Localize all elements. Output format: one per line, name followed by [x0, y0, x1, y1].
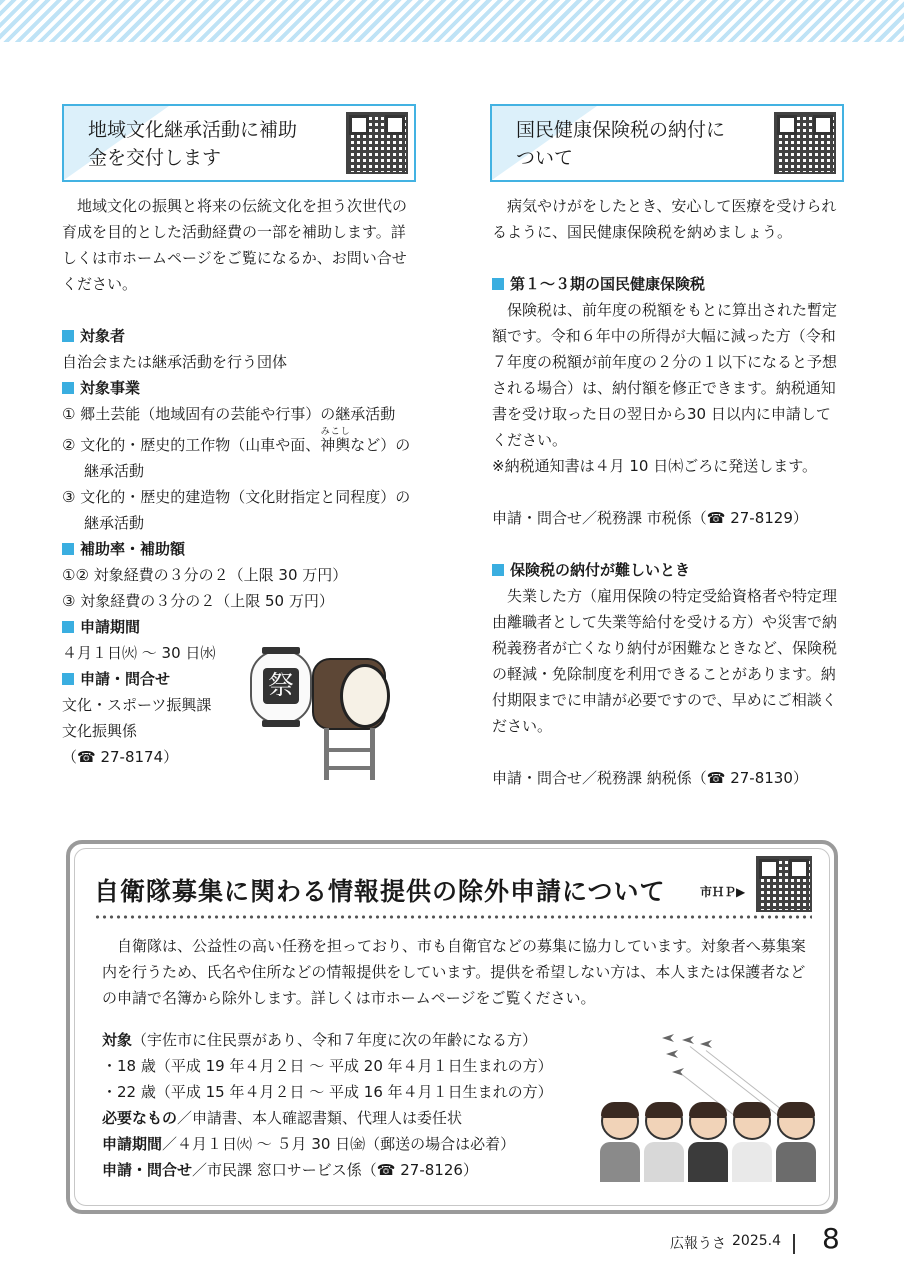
publication-name: 広報うさ — [670, 1236, 726, 1252]
insurance-body — [492, 193, 844, 791]
project-heading: 対象事業 — [62, 375, 414, 401]
drum-stand — [324, 728, 329, 780]
issue-date: 2025.4 — [732, 1233, 781, 1249]
project-item-3: ③ 文化的・歴史的建造物（文化財指定と同程度）の継承活動 — [62, 488, 411, 532]
contact-dept: 文化・スポーツ振興課 — [62, 696, 212, 714]
rate-heading: 補助率・補助額 — [62, 536, 414, 562]
taiko-drum-illustration — [312, 658, 386, 730]
tax-contact-1: 申請・問合せ／税務課 市税係（☎ 27-8129） — [492, 509, 808, 527]
square-bullet-icon — [62, 330, 74, 342]
qr-code-icon[interactable] — [346, 112, 408, 174]
people-illustration — [600, 1092, 820, 1182]
period-tax-text: 保険税は、前年度の税額をもとに算出された暫定額です。令和６年中の所得が大幅に減った方（令和７年度の税額が前年度の２分の１以下になると予想される場合）は、納付額を修正できます。納税通知書を受け取った日の翌日から30 日以内に申請してください。 — [492, 301, 838, 449]
section-title-culture: 地域文化継承活動に補助 金を交付します — [88, 119, 298, 169]
period-heading: 申請期間 — [62, 614, 414, 640]
dotted-divider — [94, 914, 812, 920]
insurance-intro: 病気やけがをしたとき、安心して医療を受けられるように、国民健康保険税を納めましょう。 — [492, 197, 837, 241]
period-tax-note: ※納税通知書は４月 10 日㈭ごろに発送します。 — [492, 457, 817, 475]
square-bullet-icon — [62, 382, 74, 394]
lantern-char: 祭 — [263, 668, 299, 704]
section-header-insurance — [490, 104, 844, 182]
qr-code-icon[interactable] — [774, 112, 836, 174]
notice-age-22: ・22 歳（平成 15 年４月２日 ～ 平成 16 年４月１日生まれの方） — [102, 1083, 553, 1101]
contact-heading: 申請・問合せ — [62, 666, 414, 692]
notice-age-18: ・18 歳（平成 19 年４月２日 ～ 平成 20 年４月１日生まれの方） — [102, 1057, 553, 1075]
culture-intro: 地域文化の振興と将来の伝統文化を担う次世代の育成を目的とした活動経費の一部を補助します。詳しくは市ホームページをご覧になるか、お問い合せください。 — [62, 197, 408, 293]
rate-item-2: ③ 対象経費の３分の２（上限 50 万円） — [62, 592, 334, 610]
contact-section: 文化振興係 — [62, 722, 138, 740]
notice-period: 申請期間／４月１日㈫ ～ ５月 30 日㈮（郵送の場合は必着） — [102, 1135, 516, 1153]
notice-target: 対象（宇佐市に住民票があり、令和７年度に次の年齢になる方） — [102, 1031, 538, 1049]
tax-contact-2: 申請・問合せ／税務課 納税係（☎ 27-8130） — [492, 769, 808, 787]
square-bullet-icon — [62, 621, 74, 633]
section-title-insurance: 国民健康保険税の納付に ついて — [516, 119, 726, 169]
square-bullet-icon — [62, 543, 74, 555]
notice-intro: 自衛隊は、公益性の高い任務を担っており、市も自衛官などの募集に協力しています。対象者へ募集案内を行うため、氏名や住所などの情報提供をしています。提供を希望しない方は、本人または保護者などの申請で名簿から除外します。詳しくは市ホームページをご覧ください。 — [102, 937, 806, 1007]
city-hp-link[interactable]: 市ＨＰ▶ — [700, 885, 746, 899]
qr-code-icon[interactable] — [756, 856, 812, 912]
page-number: 8 — [822, 1222, 840, 1255]
section-header-culture — [62, 104, 416, 182]
notice-required: 必要なもの／申請書、本人確認書類、代理人は委任状 — [102, 1109, 463, 1127]
period-text: ４月１日㈫ ～ 30 日㈬ — [62, 644, 216, 662]
notice-title: 自衛隊募集に関わる情報提供の除外申請について — [94, 877, 666, 906]
header-stripe — [0, 0, 904, 42]
payment-difficulty-heading: 保険税の納付が難しいとき — [492, 557, 844, 583]
target-heading: 対象者 — [62, 323, 414, 349]
lantern-illustration — [250, 650, 312, 724]
notice-contact: 申請・問合せ／市民課 窓口サービス係（☎ 27-8126） — [102, 1161, 478, 1179]
target-text: 自治会または継承活動を行う団体 — [62, 353, 288, 371]
project-item-1: ① 郷土芸能（地域固有の芸能や行事）の継承活動 — [62, 405, 396, 423]
square-bullet-icon — [62, 673, 74, 685]
payment-difficulty-text: 失業した方（雇用保険の特定受給資格者や特定理由離職者として失業等給付を受ける方）や災害で納税義務者が亡くなり納付が困難なときなど、保険税の軽減・免除制度を利用できることがあります。納付期限までに申請が必要ですので、早めにご相談ください。 — [492, 587, 838, 735]
footer-divider — [793, 1234, 795, 1254]
notice-details — [102, 1027, 602, 1183]
square-bullet-icon — [492, 278, 504, 290]
project-item-2: ② 文化的・歴史的工作物（山車や面、神輿みこしなど）の継承活動 — [62, 427, 411, 480]
contact-phone: （☎ 27-8174） — [62, 748, 179, 766]
square-bullet-icon — [492, 564, 504, 576]
period-tax-heading: 第１～３期の国民健康保険税 — [492, 271, 844, 297]
rate-item-1: ①② 対象経費の３分の２（上限 30 万円） — [62, 566, 348, 584]
